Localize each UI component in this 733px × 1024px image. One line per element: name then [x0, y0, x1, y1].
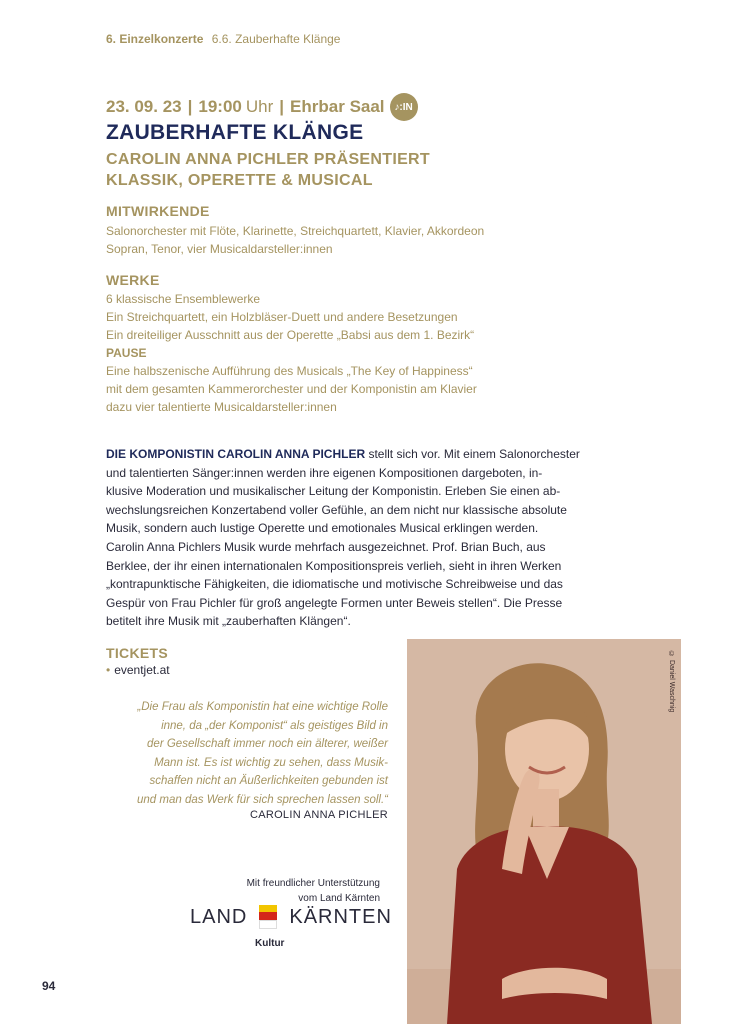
breadcrumb — [106, 32, 340, 46]
quote-author: CAROLIN ANNA PICHLER — [249, 809, 388, 821]
event-time: 19:00 — [198, 97, 242, 116]
logo-word-kaernten: KÄRNTEN — [289, 905, 392, 928]
photo-credit: © Daniel Waschnig — [668, 651, 675, 713]
description-line: und talentierten Sänger:innen werden ihre eigenen Kompositionen dargeboten, in- — [106, 465, 543, 480]
description-line: Musik, sondern auch lustige Operette und emotionales Musical erklingen werden. — [106, 521, 539, 536]
quote-line: Mann ist. Es ist wichtig zu sehen, dass Musik- — [154, 756, 388, 769]
separator: | — [187, 97, 193, 116]
werke-line: Eine halbszenische Aufführung des Musicals „The Key of Happiness“ — [106, 364, 473, 378]
description-line: wechslungsreichen Konzertabend voller Gefühle, an dem nicht nur klassische absolute — [106, 502, 567, 517]
mitwirkende-line: Sopran, Tenor, vier Musicaldarsteller:innen — [106, 242, 333, 256]
werke-line: dazu vier talentierte Musicaldarsteller:innen — [106, 400, 337, 414]
page-title: ZAUBERHAFTE KLÄNGE — [106, 121, 364, 144]
subtitle-line: CAROLIN ANNA PICHLER PRÄSENTIERT — [106, 151, 430, 168]
logo-word-land: LAND — [190, 905, 248, 928]
mitwirkende-heading: MITWIRKENDE — [106, 203, 210, 219]
quote-line: schaffen nicht an Äußerlichkeiten gebunden ist — [149, 775, 388, 788]
portrait-photo — [407, 639, 681, 1024]
logo-subtitle: Kultur — [255, 938, 285, 949]
quote-line: der Gesellschaft immer noch ein älterer, weißer — [147, 738, 388, 751]
description-line: klusive Moderation und musikalischer Leitung der Komponistin. Erleben Sie einen ab- — [106, 484, 561, 499]
werke-heading: WERKE — [106, 272, 160, 288]
page-subtitle — [106, 149, 430, 191]
quote-line: inne, da „der Komponist“ als geistiges Bild in — [161, 719, 388, 732]
venue-logo-icon: ♪:IN — [390, 93, 418, 121]
land-kaernten-logo — [190, 905, 392, 929]
event-date: 23. 09. 23 — [106, 97, 182, 116]
support-note — [190, 876, 380, 906]
werke-pause: PAUSE — [106, 346, 147, 360]
crest-icon — [259, 905, 277, 929]
breadcrumb-page: 6.6. Zauberhafte Klänge — [211, 32, 341, 46]
bullet-icon: • — [106, 663, 111, 677]
breadcrumb-section: 6. Einzelkonzerte — [106, 32, 204, 46]
subtitle-line: KLASSIK, OPERETTE & MUSICAL — [106, 172, 373, 189]
werke-line: Ein Streichquartett, ein Holzbläser-Duett und andere Besetzungen — [106, 310, 458, 324]
tickets-heading: TICKETS — [106, 645, 168, 661]
quote — [98, 698, 388, 810]
separator: | — [279, 97, 285, 116]
werke-line: Ein dreiteiliger Ausschnitt aus der Operette „Babsi aus dem 1. Bezirk“ — [106, 328, 475, 342]
portrait-illustration — [407, 639, 681, 1024]
support-line: Mit freundlicher Unterstützung — [246, 878, 380, 889]
description-line: „kontrapunktische Fähigkeiten, die idiomatische und motivische Schreibweise und das — [106, 577, 563, 592]
event-time-suffix: Uhr — [245, 97, 274, 116]
description-line: betitelt ihre Musik mit „zauberhaften Klängen“. — [106, 614, 351, 629]
page-number: 94 — [42, 979, 56, 993]
event-info — [106, 93, 418, 121]
werke-line: 6 klassische Ensemblewerke — [106, 292, 261, 306]
werke-list — [106, 290, 477, 416]
event-venue: Ehrbar Saal — [290, 97, 385, 116]
description-line: Gespür von Frau Pichler für groß angelegte Formen unter Beweis stellen“. Die Presse — [106, 595, 563, 610]
ticket-item — [106, 663, 170, 677]
description — [106, 445, 616, 631]
quote-line: und man das Werk für sich sprechen lassen soll.“ — [137, 793, 388, 806]
description-line: stellt sich vor. Mit einem Salonorchester — [365, 447, 580, 461]
ticket-link[interactable]: eventjet.at — [114, 663, 170, 677]
description-lead: DIE KOMPONISTIN CAROLIN ANNA PICHLER — [106, 447, 366, 461]
description-line: Carolin Anna Pichlers Musik wurde mehrfach ausgezeichnet. Prof. Brian Buch, aus — [106, 539, 546, 554]
mitwirkende-line: Salonorchester mit Flöte, Klarinette, Streichquartett, Klavier, Akkordeon — [106, 224, 485, 238]
description-line: Berklee, der ihr einen internationalen Kompositionspreis verlieh, sieht in ihren Werken — [106, 558, 562, 573]
werke-line: mit dem gesamten Kammerorchester und der Komponistin am Klavier — [106, 382, 477, 396]
mitwirkende-list — [106, 222, 484, 258]
support-line: vom Land Kärnten — [298, 893, 380, 904]
quote-line: „Die Frau als Komponistin hat eine wichtige Rolle — [137, 701, 388, 713]
